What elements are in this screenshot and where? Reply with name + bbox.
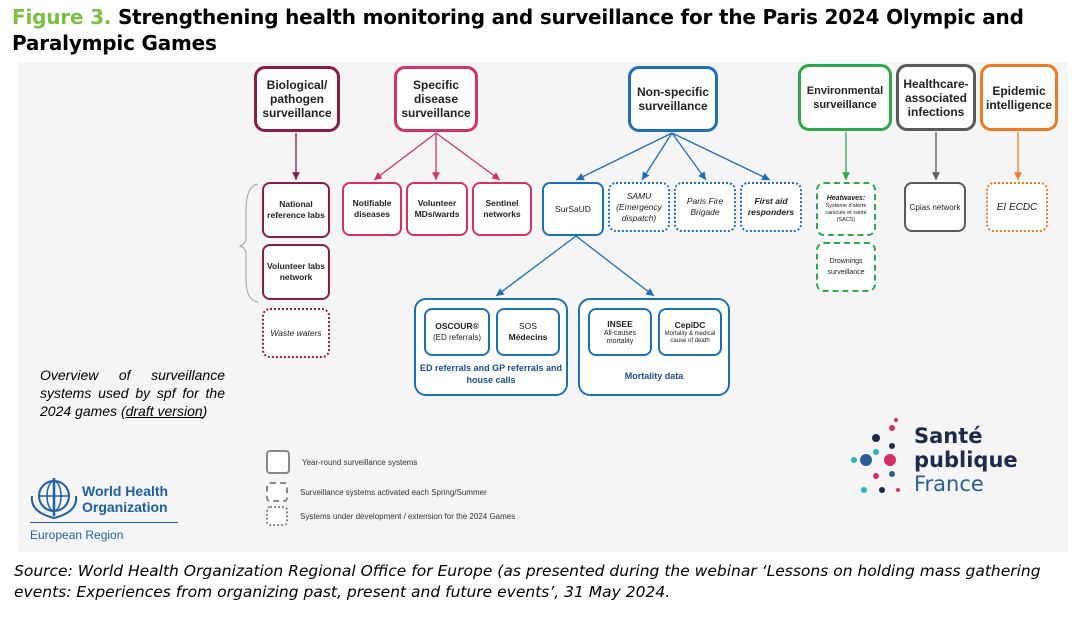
- legend-dashed-swatch: [266, 482, 288, 502]
- who-name-line1: World Health: [82, 483, 169, 499]
- arrow-firstaid: [672, 133, 770, 180]
- first-aid-box: [740, 182, 802, 232]
- sos-box: [496, 308, 560, 356]
- epidemic-label: Epidemic intelligence: [985, 83, 1053, 112]
- ed-group-label: ED referrals and GP referrals and house calls: [420, 363, 562, 385]
- spf-name: [914, 424, 1018, 496]
- heatwaves-sub: Système d'alerte canicule et santé (SACS): [825, 202, 867, 223]
- spf-line3: France: [914, 472, 984, 496]
- cepidc-box: [658, 308, 722, 356]
- volunteer-labs-box: [262, 244, 330, 300]
- figure-title-text: Strengthening health monitoring and surveillance for the Paris 2024 Olympic and Paralympic Games: [12, 5, 1024, 55]
- healthcare-label: Healthcare-associated infections: [903, 76, 969, 119]
- sos-sub: Médecins: [508, 332, 548, 342]
- sursaud-box: [542, 182, 604, 236]
- cpias-label: Cpias network: [909, 202, 961, 212]
- overview-text: [40, 366, 225, 420]
- heatwaves-title: Heatwaves:: [826, 194, 866, 202]
- legend-solid-swatch: [266, 450, 290, 474]
- nonspecific-label: Non-specific surveillance: [636, 85, 709, 113]
- overview-draft: draft version: [125, 403, 203, 419]
- notifiable-label: Notifiable diseases: [352, 198, 392, 219]
- sos-title: SOS: [519, 321, 537, 331]
- oscour-sub: (ED referrals): [432, 333, 481, 342]
- legend-year-round: [266, 450, 417, 474]
- figure-separator: .: [103, 5, 112, 29]
- notifiable-box: [342, 182, 402, 236]
- sentinel-label: Sentinel networks: [483, 198, 521, 219]
- biological-label: Biological/ pathogen surveillance: [262, 78, 332, 120]
- ei-ecdc-box: [986, 182, 1048, 232]
- waste-label: Waste waters: [270, 327, 322, 338]
- spf-line1: Santé: [914, 424, 983, 448]
- legend-spring-label: Surveillance systems activated each Spring/Summer: [300, 487, 487, 497]
- paris-fire-label: Paris Fire Brigade: [686, 196, 724, 217]
- figure-number: Figure 3: [12, 5, 104, 29]
- national-ref-label: National reference labs: [267, 199, 325, 220]
- epidemic-box: [980, 64, 1058, 131]
- volunteer-labs-label: Volunteer labs network: [267, 261, 325, 282]
- paris-fire-box: [674, 182, 736, 232]
- sursaud-label: SurSaUD: [555, 203, 591, 214]
- legend-development-label: Systems under development / extension for the 2024 Games: [300, 511, 516, 521]
- spf-logo-icon: [844, 416, 910, 500]
- mortality-group-label: Mortality data: [624, 371, 684, 381]
- biological-box: [254, 66, 340, 132]
- volunteer-mds-box: [406, 182, 468, 236]
- drownings-label: Drownings surveillance: [827, 258, 865, 276]
- arrow-mortality: [576, 236, 654, 296]
- cepidc-sub: Mortality & medical cause of death: [664, 330, 716, 344]
- insee-title: INSEE: [607, 318, 633, 329]
- sentinel-box: [472, 182, 532, 236]
- legend-year-round-label: Year-round surveillance systems: [302, 457, 418, 467]
- drownings-box: [816, 242, 876, 292]
- arrow-sentinel: [436, 133, 500, 180]
- insee-box: [588, 308, 652, 356]
- first-aid-label: First aid responders: [747, 196, 795, 217]
- oscour-box: [424, 308, 490, 356]
- volunteer-mds-label: Volunteer MDs/wards: [414, 198, 460, 219]
- samu-label: SAMU (Emergency dispatch): [616, 190, 662, 223]
- who-logo-icon: [28, 476, 80, 522]
- legend-spring: [266, 482, 487, 502]
- national-ref-box: [262, 182, 330, 238]
- overview-end: ): [202, 403, 208, 419]
- samu-box: [608, 182, 670, 232]
- source-caption: Source: World Health Organization Regional Office for Europe (as presented during the webinar ‘Lessons on holding mass gathering events: Experiences from organizing past, present and future events’, 31 May 2024.: [14, 562, 1041, 601]
- specific-box: [394, 66, 478, 132]
- nonspecific-box: [628, 66, 718, 132]
- healthcare-box: [896, 64, 976, 131]
- insee-sub: All-causes mortality: [603, 329, 637, 345]
- cpias-box: [904, 182, 966, 232]
- who-name: [82, 483, 168, 515]
- legend-dotted-swatch: [266, 506, 288, 526]
- spf-line2: publique: [914, 448, 1018, 472]
- oscour-title: OSCOUR®: [435, 321, 479, 331]
- who-name-line2: Organization: [82, 499, 168, 515]
- ei-ecdc-label: EI ECDC: [996, 201, 1038, 213]
- cepidc-title: CepiDC: [674, 319, 706, 330]
- waste-box: [262, 308, 330, 358]
- environmental-box: [798, 64, 892, 131]
- arrow-fire: [672, 133, 706, 180]
- specific-label: Specific disease surveillance: [401, 78, 471, 120]
- bracket: [240, 184, 258, 302]
- arrow-notifiable: [374, 133, 436, 180]
- who-region: European Region: [30, 528, 124, 542]
- overview-body: Overview of surveillance systems used by spf for the 2024 games (: [40, 367, 225, 419]
- environmental-label: Environmental surveillance: [806, 84, 884, 111]
- heatwaves-box: [816, 182, 876, 236]
- arrow-ed: [496, 236, 576, 296]
- legend-development: [266, 506, 515, 526]
- who-divider: [30, 522, 178, 523]
